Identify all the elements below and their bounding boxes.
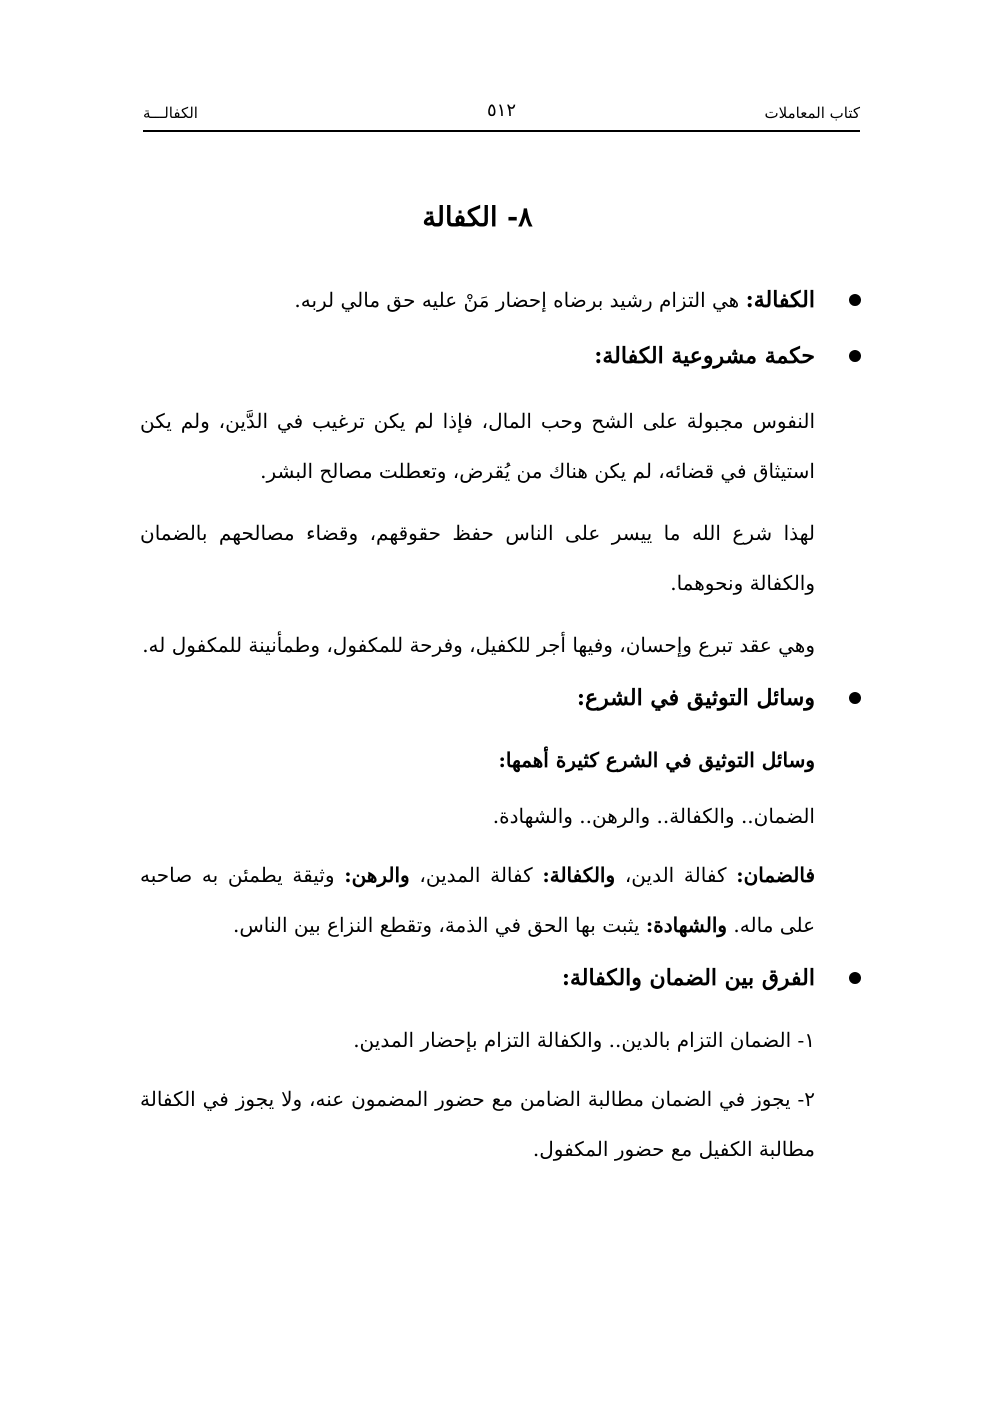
definition-text: هي التزام رشيد برضاه إحضار مَنْ عليه حق مالي لربه.	[294, 288, 746, 312]
bullet-icon	[849, 692, 861, 704]
book-title: كتاب المعاملات	[764, 104, 860, 122]
documentation-list: الضمان.. والكفالة.. والرهن.. والشهادة.	[492, 804, 815, 828]
wisdom-paragraph-2: لهذا شرع الله ما ييسر على الناس حفظ حقوقهم، وقضاء مصالحهم بالضمان والكفالة ونحوهما.	[140, 521, 815, 595]
documentation-heading-item	[140, 682, 861, 714]
pledge-definition: وثيقة يطمئن به صاحبه على ماله.	[140, 863, 815, 937]
guarantee-definition: كفالة الدين،	[615, 863, 737, 887]
guarantee-term: فالضمان:	[736, 863, 816, 887]
difference-heading-item	[140, 962, 861, 994]
page-body	[140, 196, 815, 1186]
testimony-term: والشهادة:	[645, 913, 728, 937]
difference-heading: الفرق بين الضمان والكفالة:	[561, 965, 815, 991]
difference-item-1: ١- الضمان التزام بالدين.. والكفالة التزام بإحضار المدين.	[353, 1028, 815, 1052]
wisdom-heading-item	[140, 340, 861, 372]
difference-item-2: ٢- يجوز في الضمان مطالبة الضامن مع حضور المضمون عنه، ولا يجوز في الكفالة مطالبة الكفيل مع حضور المكفول.	[140, 1087, 815, 1161]
header-divider	[143, 130, 860, 132]
bullet-icon	[849, 972, 861, 984]
wisdom-heading: حكمة مشروعية الكفالة:	[594, 343, 815, 369]
documentation-heading: وسائل التوثيق في الشرع:	[576, 685, 815, 711]
definition-term: الكفالة:	[745, 287, 815, 313]
bullet-icon	[849, 350, 861, 362]
wisdom-paragraph-3: وهي عقد تبرع وإحسان، وفيها أجر للكفيل، وفرحة للمكفول، وطمأنينة للمكفول له.	[142, 633, 815, 657]
chapter-title: ٨- الكفالة	[422, 202, 533, 233]
section-title: الكفالـــة	[143, 104, 198, 122]
kafala-definition: كفالة المدين،	[409, 863, 543, 887]
kafala-term: والكفالة:	[542, 863, 616, 887]
documentation-subheading: وسائل التوثيق في الشرع كثيرة أهمها:	[498, 748, 815, 772]
pledge-term: والرهن:	[344, 863, 410, 887]
documentation-definitions	[140, 850, 815, 950]
page-header	[143, 100, 860, 130]
definition-item	[140, 284, 861, 316]
testimony-definition: يثبت بها الحق في الذمة، وتقطع النزاع بين الناس.	[232, 913, 646, 937]
wisdom-paragraph-1: النفوس مجبولة على الشح وحب المال، فإذا لم يكن ترغيب في الدَّين، ولم يكن استيثاق في قضائه، لم يكن هناك من يُقرض، وتعطلت مصالح البشر.	[140, 409, 815, 483]
page-number: ٥١٢	[486, 100, 517, 121]
bullet-icon	[849, 294, 861, 306]
